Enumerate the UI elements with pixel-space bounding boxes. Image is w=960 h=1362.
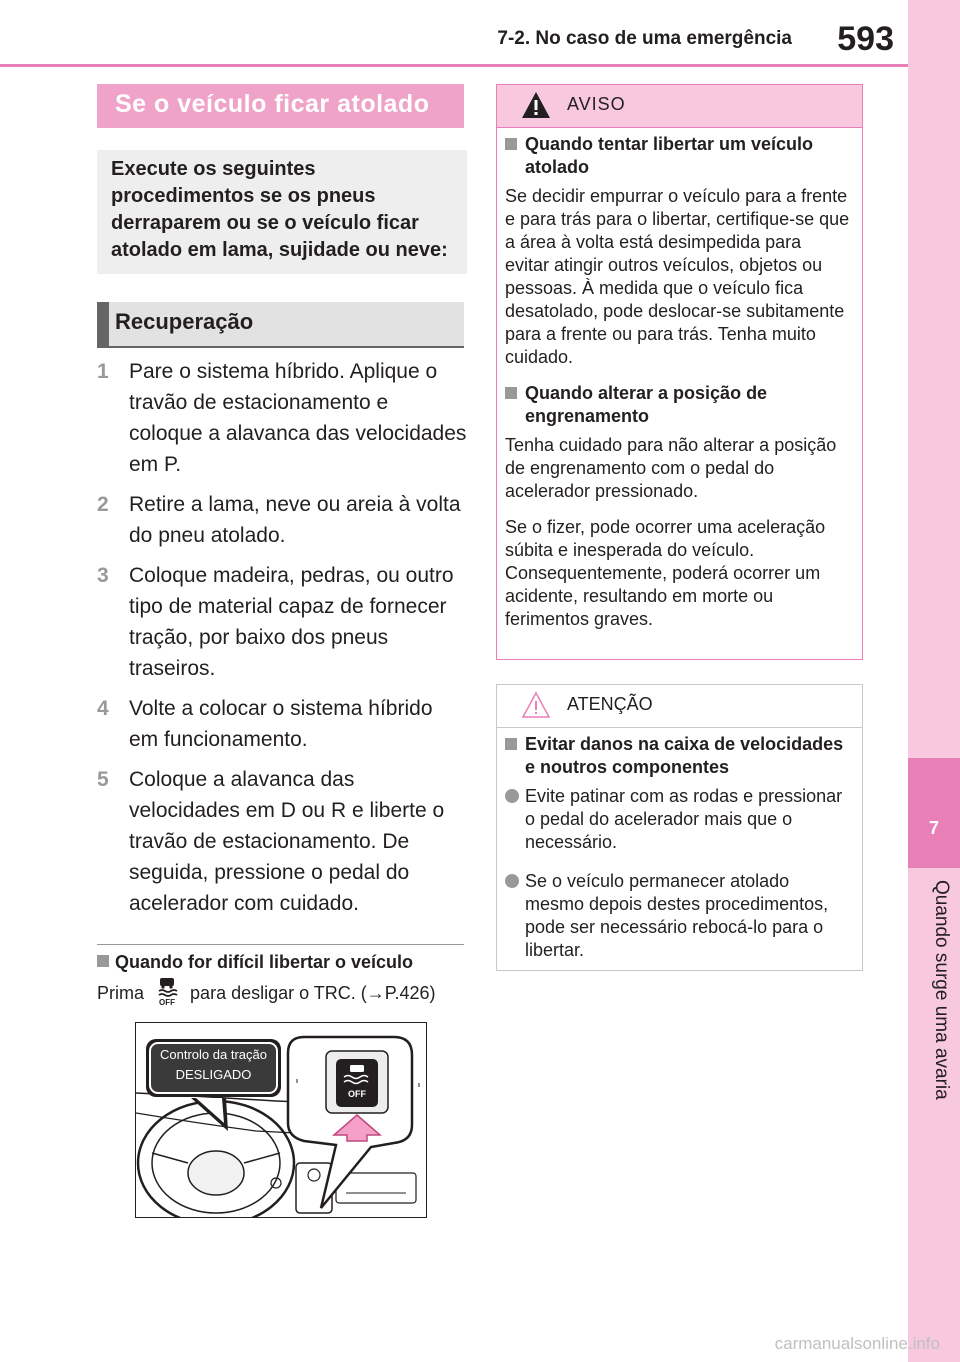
chapter-label: Quando surge uma avaria bbox=[931, 880, 952, 1100]
step-number: 4 bbox=[97, 697, 109, 720]
traction-control-off-icon bbox=[152, 976, 182, 1006]
watermark: carmanualsonline.info bbox=[774, 1334, 940, 1353]
warning-header bbox=[497, 85, 862, 128]
caution-subheading: Evitar danos na caixa de velocidades e noutros componentes bbox=[505, 733, 850, 779]
section-title: Se o veículo ficar atolado bbox=[97, 84, 464, 128]
step-item bbox=[97, 693, 467, 755]
callout-label: Controlo da tração DESLIGADO bbox=[160, 1047, 267, 1082]
chapter-side-tab bbox=[908, 0, 960, 1362]
page-number: 593 bbox=[837, 20, 894, 58]
round-bullet-icon bbox=[505, 874, 519, 888]
caution-body bbox=[505, 733, 850, 978]
warning-paragraph: Tenha cuidado para não alterar a posição de engrenamento com o pedal do acelerador pressionado. bbox=[505, 435, 837, 501]
caution-triangle-icon bbox=[521, 691, 551, 719]
caution-header bbox=[497, 685, 862, 728]
step-number: 1 bbox=[97, 360, 109, 383]
square-bullet-icon bbox=[505, 738, 517, 750]
chapter-number: 7 bbox=[908, 758, 960, 868]
note-heading: Quando for difícil libertar o veículo bbox=[97, 952, 413, 973]
dashboard-illustration bbox=[135, 1022, 427, 1218]
round-bullet-icon bbox=[505, 789, 519, 803]
step-text: Pare o sistema híbrido. Aplique o travão de estacionamento e coloque a alavanca das velocidades em P. bbox=[129, 360, 467, 476]
step-number: 3 bbox=[97, 564, 109, 587]
caution-bullet: Evite patinar com as rodas e pressionar o pedal do acelerador mais que o necessário. bbox=[505, 785, 850, 854]
warning-label: AVISO bbox=[567, 94, 626, 114]
warning-paragraph: Se decidir empurrar o veículo para a frente e para trás para o libertar, certifique-se que a área à volta está desimpedida para evitar atingir outros veículos, objetos ou pessoas. À medida que o veículo fica desatolado, pode deslocar-se subitamente para a frente ou para trás. Tenha muito cuidado. bbox=[505, 186, 850, 367]
step-number: 2 bbox=[97, 493, 109, 516]
note-text: Prima OFF para desligar o TRC. (→P.426) bbox=[97, 982, 436, 1006]
trc-off-button-label: OFF bbox=[348, 1089, 366, 1099]
intro-box: Execute os seguintes procedimentos se os pneus derraparem ou se o veículo ficar atolado em lama, sujidade ou neve: bbox=[97, 150, 467, 274]
header-section-title: 7-2. No caso de uma emergência bbox=[497, 28, 792, 49]
square-bullet-icon bbox=[505, 138, 517, 150]
warning-subheading: Quando tentar libertar um veículo atolado bbox=[505, 133, 850, 179]
step-text: Retire a lama, neve ou areia à volta do pneu atolado. bbox=[129, 493, 461, 547]
caution-box bbox=[496, 684, 863, 971]
caution-bullet: Se o veículo permanecer atolado mesmo depois destes procedimentos, pode ser necessário rebocá-lo para o libertar. bbox=[505, 870, 850, 962]
step-item bbox=[97, 764, 467, 919]
header-divider bbox=[0, 64, 908, 67]
square-bullet-icon bbox=[97, 955, 109, 967]
step-item bbox=[97, 560, 467, 684]
steps-list bbox=[97, 356, 467, 928]
step-item bbox=[97, 356, 467, 480]
warning-paragraph: Se o fizer, pode ocorrer uma aceleração súbita e inesperada do veículo. Consequentemente, poderá ocorrer um acidente, resultando em morte ou ferimentos graves. bbox=[505, 517, 826, 629]
svg-text:OFF: OFF bbox=[159, 998, 176, 1006]
step-text: Coloque madeira, pedras, ou outro tipo de material capaz de fornecer tração, por baixo dos pneus traseiros. bbox=[129, 564, 454, 680]
step-number: 5 bbox=[97, 768, 109, 791]
caution-label: ATENÇÃO bbox=[567, 694, 653, 714]
warning-subheading: Quando alterar a posição de engrenamento bbox=[505, 382, 850, 428]
step-text: Volte a colocar o sistema híbrido em funcionamento. bbox=[129, 697, 433, 751]
square-bullet-icon bbox=[505, 387, 517, 399]
note-divider bbox=[97, 944, 464, 945]
warning-triangle-icon bbox=[521, 91, 551, 119]
step-item bbox=[97, 489, 467, 551]
sub-heading-recovery: Recuperação bbox=[97, 302, 464, 348]
step-text: Coloque a alavanca das velocidades em D ou R e liberte o travão de estacionamento. De seguida, pressione o pedal do acelerador com cuidado. bbox=[129, 768, 445, 915]
warning-box bbox=[496, 84, 863, 660]
warning-body bbox=[505, 133, 850, 644]
